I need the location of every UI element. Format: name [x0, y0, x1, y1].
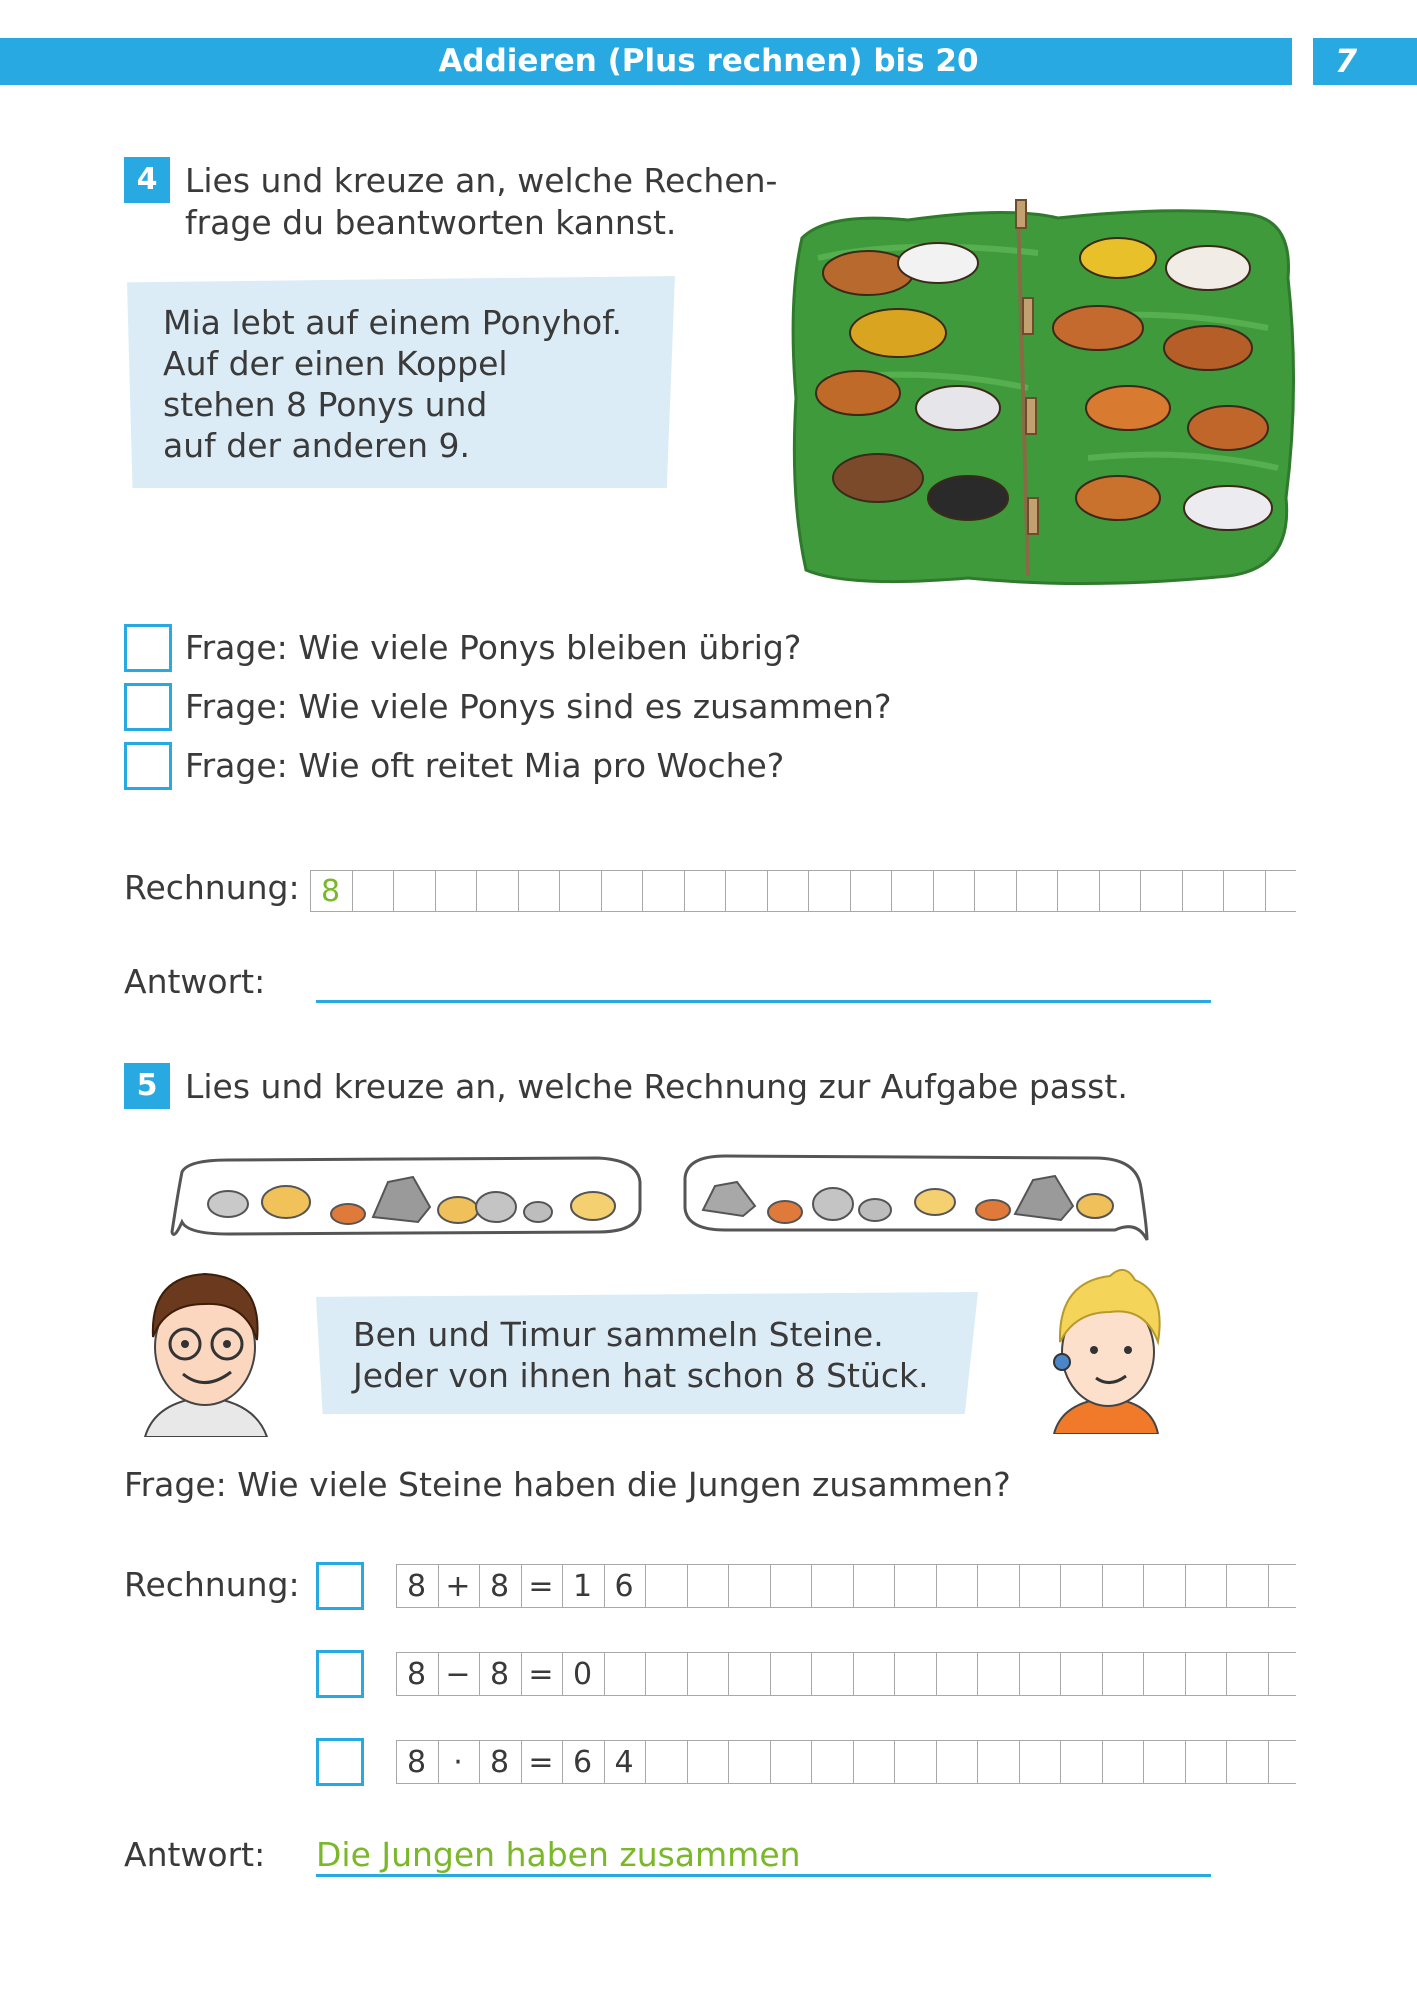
- grid-cell-line: [1057, 871, 1058, 911]
- grid-cell-line: [684, 871, 685, 911]
- task-5-number: 5: [124, 1063, 170, 1109]
- equation-symbol: 8: [489, 1569, 510, 1604]
- grid-cell-line: [352, 871, 353, 911]
- grid-cell-line: [936, 1565, 937, 1607]
- equation-3-grid: [396, 1740, 1296, 1784]
- grid-cell-line: [728, 1653, 729, 1695]
- equation-symbol: 8: [489, 1657, 510, 1692]
- grid-cell-line: [853, 1565, 854, 1607]
- grid-cell-line: [1099, 871, 1100, 911]
- task-5-rechnung-label: Rechnung:: [124, 1565, 300, 1604]
- grid-cell-line: [1143, 1741, 1144, 1783]
- grid-cell-line: [559, 871, 560, 911]
- grid-cell-line: [808, 871, 809, 911]
- grid-cell-line: [476, 871, 477, 911]
- grid-cell-line: [518, 871, 519, 911]
- task-4-antwort-label: Antwort:: [124, 962, 266, 1001]
- story-line-3: stehen 8 Ponys und: [163, 385, 488, 424]
- grid-cell-line: [1019, 1741, 1020, 1783]
- equation-symbol: 8: [406, 1569, 427, 1604]
- grid-cell-line: [725, 871, 726, 911]
- grid-cell-line: [1102, 1653, 1103, 1695]
- grid-cell-line: [850, 871, 851, 911]
- grid-cell-line: [687, 1565, 688, 1607]
- task-5-story-line-2: Jeder von ihnen hat schon 8 Stück.: [353, 1356, 929, 1395]
- grid-cell-line: [604, 1653, 605, 1695]
- task-4-rechnung-label: Rechnung:: [124, 868, 300, 907]
- task-5-antwort-line[interactable]: [316, 1874, 1211, 1877]
- grid-cell-line: [645, 1653, 646, 1695]
- option-2-text: Frage: Wie viele Ponys sind es zusammen?: [185, 687, 892, 726]
- task-5-question: Frage: Wie viele Steine haben die Jungen zusammen?: [124, 1465, 1011, 1504]
- grid-cell-line: [811, 1565, 812, 1607]
- grid-cell-line: [977, 1653, 978, 1695]
- grid-cell-line: [977, 1565, 978, 1607]
- timur-illustration: [1040, 1262, 1175, 1434]
- grid-cell-line: [974, 871, 975, 911]
- task-4-rechnung-value: 8: [320, 874, 341, 909]
- grid-cell-line: [811, 1741, 812, 1783]
- equation-2-checkbox[interactable]: [316, 1650, 364, 1698]
- grid-cell-line: [1268, 1741, 1269, 1783]
- grid-cell-line: [1226, 1565, 1227, 1607]
- grid-cell-line: [853, 1653, 854, 1695]
- task-4-rechnung-grid[interactable]: [310, 870, 1296, 912]
- equation-symbol: −: [445, 1657, 471, 1692]
- grid-cell-line: [853, 1741, 854, 1783]
- grid-cell-line: [894, 1565, 895, 1607]
- grid-cell-line: [811, 1653, 812, 1695]
- timur-stones-bubble: [675, 1148, 1153, 1242]
- task-4-antwort-line[interactable]: [316, 1000, 1211, 1003]
- grid-cell-line: [933, 871, 934, 911]
- story-line-2: Auf der einen Koppel: [163, 344, 508, 383]
- equation-symbol: 8: [406, 1745, 427, 1780]
- page-title: Addieren (Plus rechnen) bis 20: [438, 43, 979, 79]
- task-5-story-line-1: Ben und Timur sammeln Steine.: [353, 1315, 884, 1354]
- grid-cell-line: [1060, 1741, 1061, 1783]
- grid-cell-line: [310, 871, 311, 911]
- equation-symbol: 1: [572, 1569, 593, 1604]
- grid-cell-line: [936, 1741, 937, 1783]
- task-5-antwort-label: Antwort:: [124, 1835, 266, 1874]
- grid-cell-line: [1185, 1565, 1186, 1607]
- page-number: 7: [1334, 42, 1358, 80]
- equation-symbol: =: [528, 1569, 554, 1604]
- equation-symbol: ·: [453, 1745, 463, 1780]
- grid-cell-line: [894, 1653, 895, 1695]
- option-1-checkbox[interactable]: [124, 624, 172, 672]
- grid-cell-line: [936, 1653, 937, 1695]
- equation-symbol: =: [528, 1657, 554, 1692]
- grid-cell-line: [1185, 1741, 1186, 1783]
- ben-illustration: [135, 1262, 275, 1437]
- grid-cell-line: [687, 1741, 688, 1783]
- task-5-instruction: Lies und kreuze an, welche Rechnung zur Aufgabe passt.: [185, 1067, 1128, 1106]
- ben-stones-bubble: [168, 1152, 648, 1242]
- equation-1-grid: [396, 1564, 1296, 1608]
- grid-cell-line: [894, 1741, 895, 1783]
- story-line-4: auf der anderen 9.: [163, 426, 470, 465]
- option-3-text: Frage: Wie oft reitet Mia pro Woche?: [185, 746, 785, 785]
- task-4-instruction-line-1: Lies und kreuze an, welche Rechen-: [185, 161, 778, 200]
- grid-cell-line: [435, 871, 436, 911]
- grid-cell-line: [1060, 1565, 1061, 1607]
- task-4-instruction-line-2: frage du beantworten kannst.: [185, 203, 677, 242]
- equation-symbol: 8: [406, 1657, 427, 1692]
- grid-cell-line: [1182, 871, 1183, 911]
- equation-1-checkbox[interactable]: [316, 1562, 364, 1610]
- equation-symbol: =: [528, 1745, 554, 1780]
- option-1-text: Frage: Wie viele Ponys bleiben übrig?: [185, 628, 802, 667]
- grid-cell-line: [1223, 871, 1224, 911]
- grid-cell-line: [1016, 871, 1017, 911]
- grid-cell-line: [1102, 1741, 1103, 1783]
- grid-cell-line: [1185, 1653, 1186, 1695]
- grid-cell-line: [1102, 1565, 1103, 1607]
- grid-cell-line: [687, 1653, 688, 1695]
- grid-cell-line: [1265, 871, 1266, 911]
- grid-cell-line: [1060, 1653, 1061, 1695]
- grid-cell-line: [601, 871, 602, 911]
- grid-cell-line: [728, 1565, 729, 1607]
- grid-cell-line: [1140, 871, 1141, 911]
- grid-cell-line: [1143, 1565, 1144, 1607]
- pony-pasture-illustration: [788, 198, 1300, 586]
- grid-cell-line: [770, 1653, 771, 1695]
- grid-cell-line: [1019, 1653, 1020, 1695]
- grid-cell-line: [1226, 1653, 1227, 1695]
- option-2-checkbox[interactable]: [124, 683, 172, 731]
- task-5-antwort-value: Die Jungen haben zusammen: [316, 1835, 801, 1874]
- grid-cell-line: [767, 871, 768, 911]
- equation-symbol: 6: [572, 1745, 593, 1780]
- grid-cell-line: [728, 1741, 729, 1783]
- equation-symbol: 8: [489, 1745, 510, 1780]
- grid-cell-line: [891, 871, 892, 911]
- grid-cell-line: [770, 1741, 771, 1783]
- equation-symbol: 6: [614, 1569, 634, 1604]
- equation-symbol: 4: [614, 1745, 634, 1780]
- grid-cell-line: [1268, 1653, 1269, 1695]
- grid-cell-line: [645, 1565, 646, 1607]
- equation-3-checkbox[interactable]: [316, 1738, 364, 1786]
- grid-cell-line: [1268, 1565, 1269, 1607]
- grid-cell-line: [1019, 1565, 1020, 1607]
- grid-cell-line: [1226, 1741, 1227, 1783]
- equation-symbol: 0: [572, 1657, 593, 1692]
- grid-cell-line: [642, 871, 643, 911]
- equation-symbol: +: [445, 1569, 471, 1604]
- equation-2-grid: [396, 1652, 1296, 1696]
- option-3-checkbox[interactable]: [124, 742, 172, 790]
- grid-cell-line: [770, 1565, 771, 1607]
- grid-cell-line: [1143, 1653, 1144, 1695]
- grid-cell-line: [977, 1741, 978, 1783]
- grid-cell-line: [393, 871, 394, 911]
- grid-cell-line: [645, 1741, 646, 1783]
- task-4-number: 4: [124, 157, 170, 203]
- story-line-1: Mia lebt auf einem Ponyhof.: [163, 303, 622, 342]
